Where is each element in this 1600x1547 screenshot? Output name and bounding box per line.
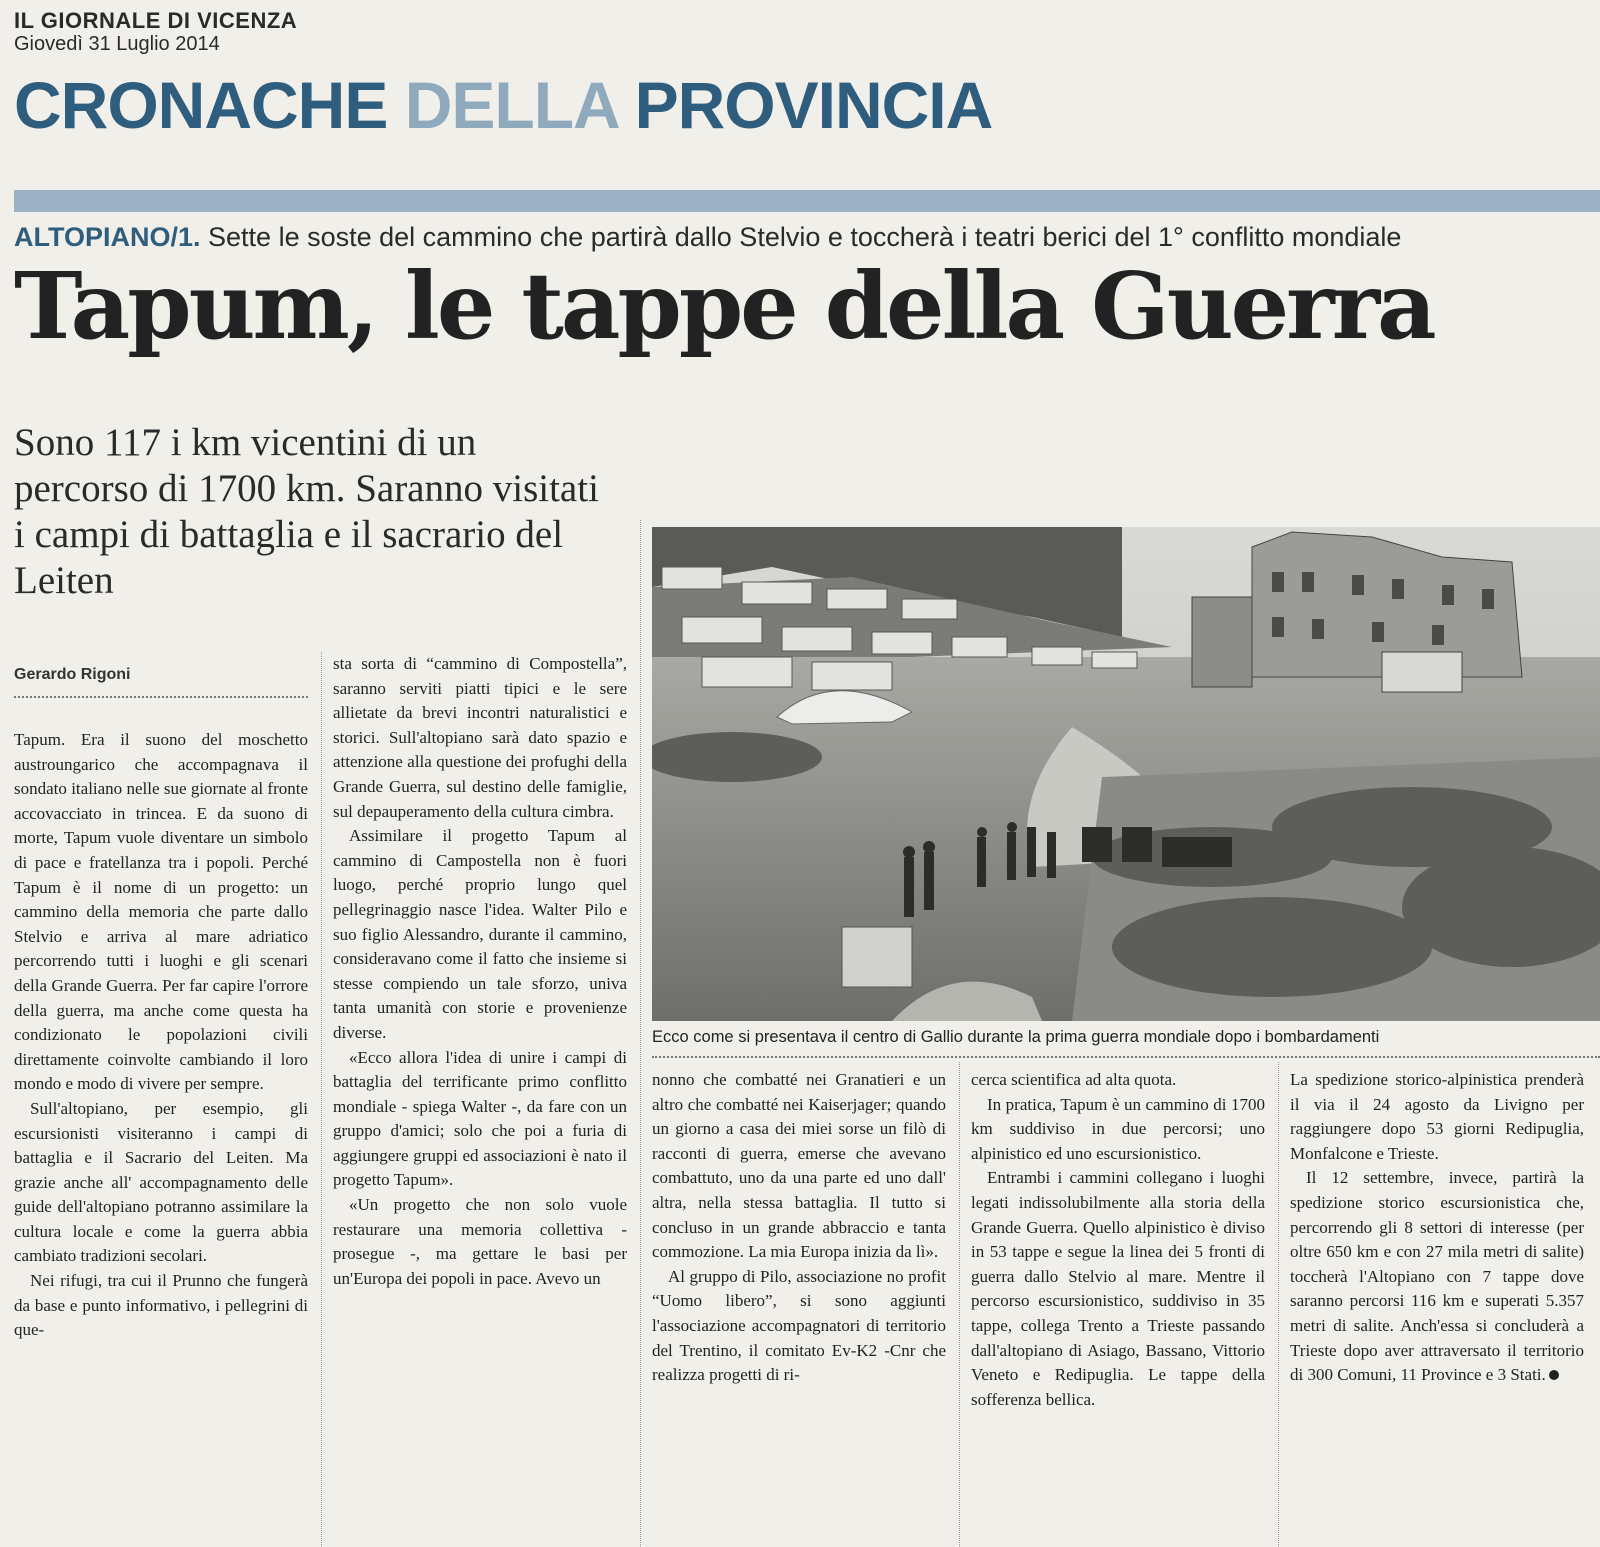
end-of-article-icon	[1549, 1370, 1559, 1380]
historic-photo	[652, 527, 1600, 1021]
article-column-5	[1290, 1068, 1584, 1388]
byline: Gerardo Rigoni	[14, 666, 131, 683]
paragraph: «Un progetto che non solo vuole restaurare una memoria collettiva - prosegue -, ma gettare le basi per un'Europa dei popoli in pace. Avevo un	[333, 1195, 627, 1288]
article-column-3	[652, 1068, 946, 1388]
column-rule	[959, 1062, 960, 1547]
section-title	[14, 68, 993, 142]
section-title-part2: DELLA	[404, 68, 635, 142]
byline-rule	[14, 696, 308, 698]
paragraph: Tapum. Era il suono del moschetto austroungarico che accompagnava il sondato italiano nelle sue giornate al fronte accovacciato in trincea. E da suono di morte, Tapum vuole diventare un simbolo di pace e fratellanza tra i popoli. Perché Tapum è il nome di un progetto: un cammino della memoria che parte dallo Stelvio e arriva al mare adriatico percorrendo tutti i luoghi e gli scenari della Grande Guerra. Per far capire l'orrore della guerra, ma anche come questa ha condizionato le popolazioni civili direttamente coinvolte cambiando il loro mondo e modo di vivere per sempre.	[14, 730, 308, 1094]
headline: Tapum, le tappe della Guerra	[14, 252, 1434, 360]
paragraph: cerca scientifica ad alta quota.	[971, 1070, 1177, 1089]
paragraph: nonno che combatté nei Granatieri e un altro che combatté nei Kaiserjager; quando un giorno a casa dei miei sorse un filò di racconti di guerra, emerse che avevano combattuto, uno da una parte ed uno dall' altra, nella stessa battaglia. Il tutto si concluso in un grande abbraccio e tanta commozione. La mia Europa inizia da lì».	[652, 1070, 946, 1262]
photo-illustration	[652, 527, 1600, 1021]
article-column-1	[14, 728, 308, 1343]
article-column-2	[333, 652, 627, 1291]
paragraph: «Ecco allora l'idea di unire i campi di battaglia del terrificante primo conflitto mondiale - spiega Walter -, da fare con un gruppo d'amici; solo che poi a furia di aggiungere gruppi ed associazioni è nato il progetto Tapum».	[333, 1047, 627, 1190]
paragraph	[1290, 1166, 1584, 1387]
paragraph: Assimilare il progetto Tapum al cammino di Campostella non è fuori luogo, perché proprio lungo quel pellegrinaggio nasce l'idea. Walter Pilo e suo figlio Alessandro, durante il cammino, consideravano come il fatto che insieme si stesse compiendo un tale sforzo, univa tanta umanità con storie e provenienze diverse.	[333, 826, 627, 1042]
paragraph: sta sorta di “cammino di Compostella”, saranno serviti piatti tipici e le sere allietate da brevi incontri naturalistici e storici. Sull'altopiano sarà dato spazio e attenzione alla questione dei profughi della Grande Guerra, sul destino delle famiglie, sul depauperamento della cultura cimbra.	[333, 654, 627, 821]
column-rule	[1278, 1062, 1279, 1547]
subheadline: Sono 117 i km vicentini di un percorso di 1700 km. Saranno visitati i campi di battaglia e il sacrario del Leiten	[14, 421, 599, 602]
paragraph-text: Il 12 settembre, invece, partirà la spedizione storico escursionistica che, percorrendo gli 8 settori di interesse (per oltre 650 km e con 27 mila metri di salite) toccherà l'Altopiano con 7 tappe dove saranno percorsi 116 km e superati 5.357 metri di salite. Anch'essa si concluderà a Trieste dopo aver attraversato il territorio di 300 Comuni, 11 Province e 3 Stati.	[1290, 1168, 1584, 1385]
newspaper-name: IL GIORNALE DI VICENZA	[14, 8, 298, 33]
section-bar	[14, 190, 1600, 212]
caption-rule	[652, 1056, 1600, 1058]
column-rule	[321, 652, 322, 1547]
paragraph: Al gruppo di Pilo, associazione no profit “Uomo libero”, si sono aggiunti l'associazione accompagnatori di territorio del Trentino, il comitato Ev-K2 -Cnr che realizza progetti di ri-	[652, 1266, 946, 1385]
kicker-text: Sette le soste del cammino che partirà dallo Stelvio e toccherà i teatri berici del 1° conflitto mondiale	[200, 222, 1402, 252]
section-title-part1: CRONACHE	[14, 68, 405, 142]
kicker-lead: ALTOPIANO/1.	[14, 222, 201, 252]
paragraph: In pratica, Tapum è un cammino di 1700 km suddiviso in due percorsi; uno alpinistico ed uno escursionistico.	[971, 1094, 1265, 1163]
photo-caption: Ecco come si presentava il centro di Gallio durante la prima guerra mondiale dopo i bombardamenti	[652, 1028, 1380, 1046]
column-rule	[640, 520, 641, 1547]
kicker	[14, 222, 1401, 253]
paragraph: La spedizione storico-alpinistica prenderà il via il 24 agosto da Livigno per raggiungere dopo 53 giorni Redipuglia, Monfalcone e Trieste.	[1290, 1070, 1584, 1163]
section-title-part3: PROVINCIA	[634, 68, 993, 142]
paragraph: Nei rifugi, tra cui il Prunno che fungerà da base e punto informativo, i pellegrini di que-	[14, 1271, 308, 1340]
paragraph: Entrambi i cammini collegano i luoghi legati indissolubilmente alla storia della Grande Guerra. Quello alpinistico è diviso in 53 tappe e segue la linea dei 5 fronti di guerra dallo Stelvio al mare. Mentre il percorso escursionistico, suddiviso in 35 tappe, collega Trento a Trieste passando dall'altopiano di Asiago, Bassano, Vittorio Veneto e Redipuglia. Le tappe della sofferenza bellica.	[971, 1168, 1265, 1409]
issue-date: Giovedì 31 Luglio 2014	[14, 33, 220, 55]
paragraph: Sull'altopiano, per esempio, gli escursionisti visiteranno i campi di battaglia e il Sacrario del Leiten. Ma grazie anche all' accompagnamento delle guide dell'altopiano potranno assimilare la cultura locale e come la guerra abbia cambiato tradizioni secolari.	[14, 1098, 308, 1266]
article-column-4	[971, 1068, 1265, 1412]
